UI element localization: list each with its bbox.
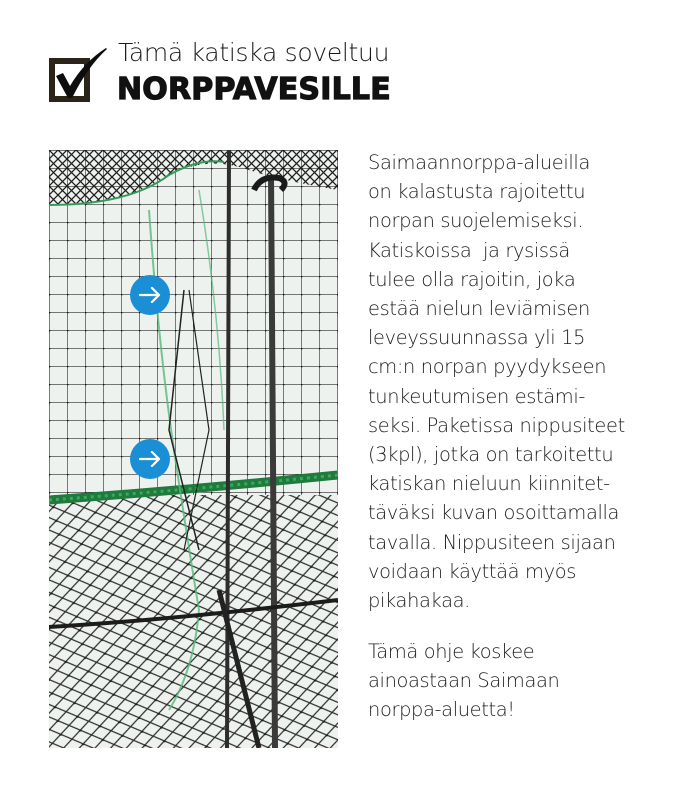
net-illustration <box>49 150 338 748</box>
header-title: NORPPAVESILLE <box>117 72 391 107</box>
description-line: norpan suojelemiseksi. <box>368 209 584 233</box>
note-line: Tämä ohje koskee <box>368 640 535 663</box>
header-subtitle: Tämä katiska soveltuu <box>118 38 390 67</box>
description-line: pikahakaa. <box>368 589 470 613</box>
description-line: tulee olla rajoitin, joka <box>368 267 576 291</box>
description-line: tunkeutumisen estämi- <box>368 384 586 408</box>
description-line: cm:n norpan pyydykseen <box>368 355 607 379</box>
note-text <box>368 637 668 725</box>
arrow-right-icon <box>139 451 161 467</box>
arrow-right-icon <box>139 287 161 303</box>
description-line: leveyssuunnassa yli 15 <box>368 326 586 350</box>
description-line: Saimaannorppa-alueilla <box>368 151 590 174</box>
note-line: ainoastaan Saimaan <box>368 669 560 693</box>
description-line: on kalastusta rajoitettu <box>368 180 586 204</box>
description-line: täväksi kuvan osoittamalla <box>368 501 620 525</box>
description-line: estää nielun leviämisen <box>368 297 590 321</box>
description-line: Katiskoissa ja rysissä <box>368 238 570 262</box>
note-line: norppa-aluetta! <box>368 698 515 722</box>
description-line: tavalla. Nippusiteen sijaan <box>368 530 616 554</box>
fish-trap-photo <box>49 150 338 748</box>
description-line: katiskan nieluun kiinnitet- <box>368 472 610 496</box>
description-text <box>368 148 668 615</box>
checkbox-checked-icon <box>46 46 108 104</box>
description-line: voidaan käyttää myös <box>368 559 576 583</box>
marker-arrow-2 <box>130 439 170 479</box>
marker-arrow-1 <box>130 275 170 315</box>
description-line: seksi. Paketissa nippusiteet <box>368 413 625 437</box>
description-line: (3kpl), jotka on tarkoitettu <box>368 443 614 467</box>
